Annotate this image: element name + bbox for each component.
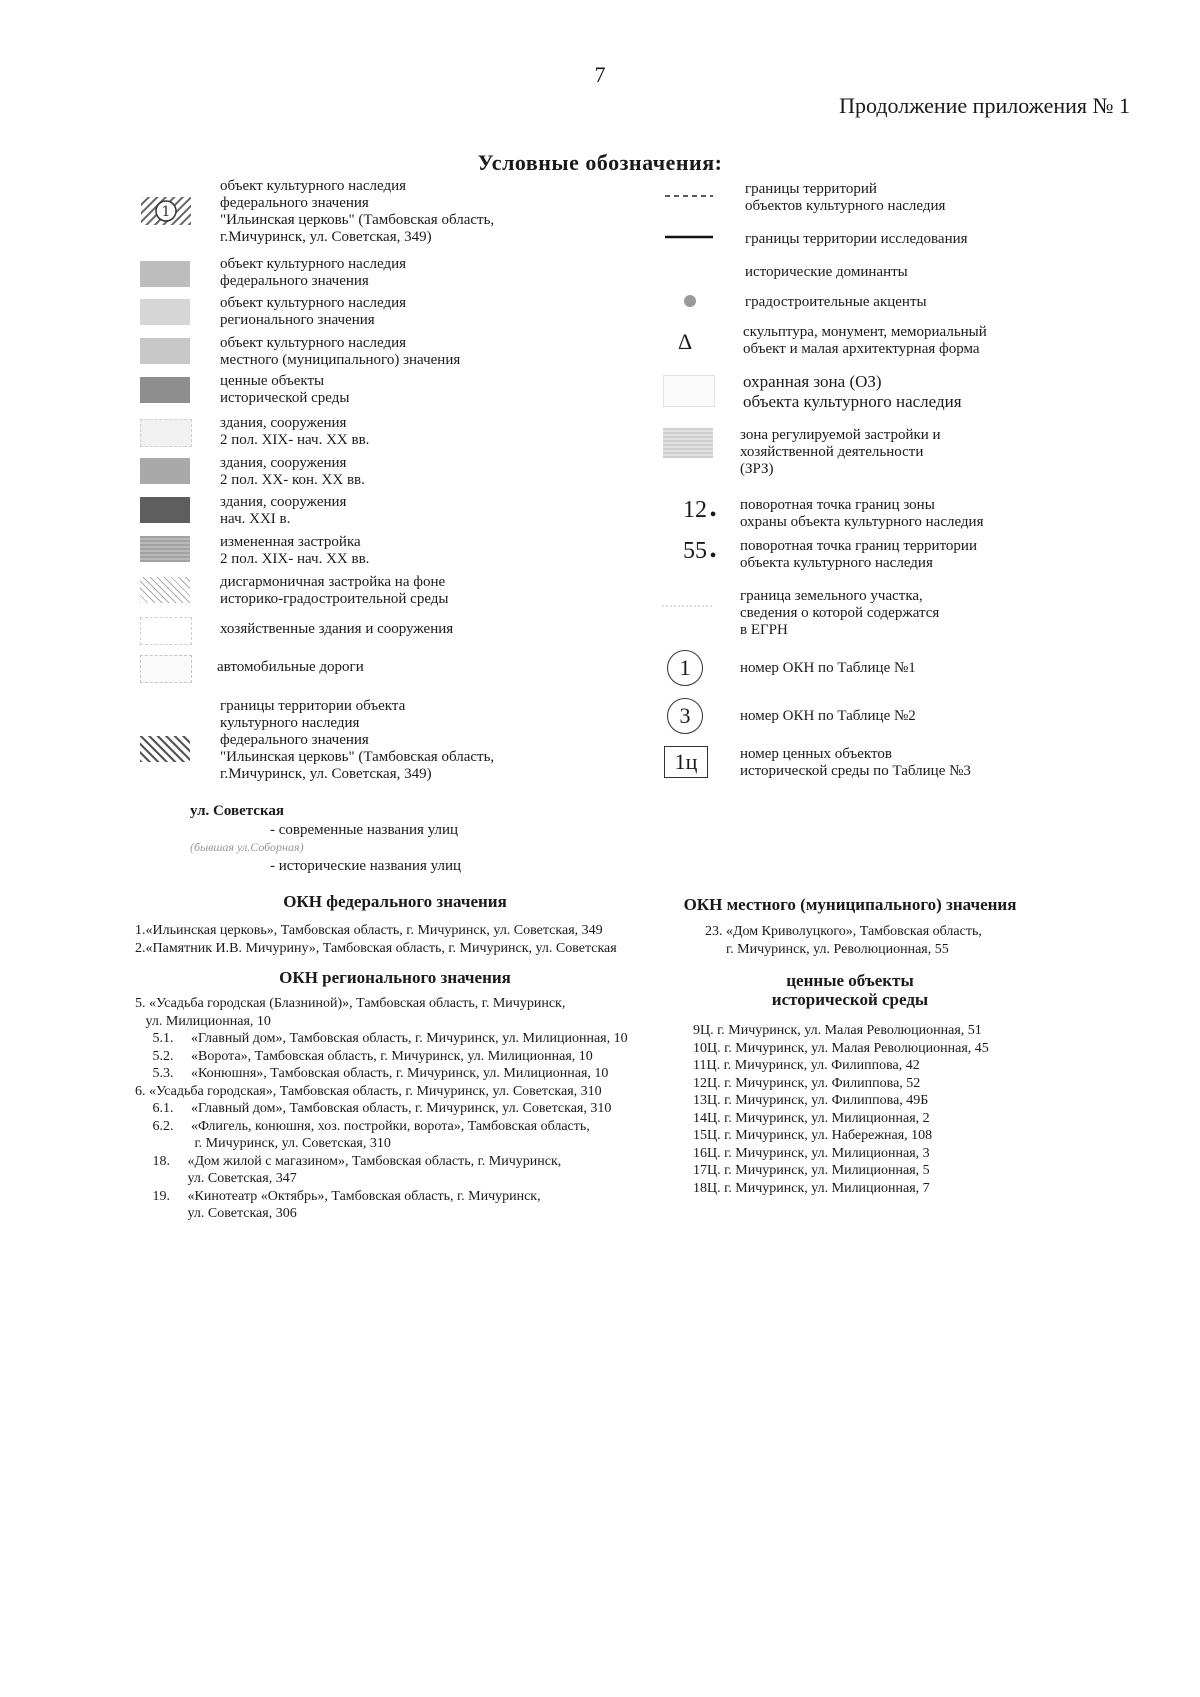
street-historic-caption: - исторические названия улиц (270, 858, 462, 874)
svg-text:1: 1 (161, 204, 171, 220)
buildings-20-swatch (140, 458, 190, 484)
legend-text: измененная застройка 2 пол. XIX- нач. XX вв. (220, 534, 370, 567)
legend-text: граница земельного участка, сведения о которой содержатся в ЕГРН (740, 588, 940, 638)
legend-text: границы территории объекта культурного наследия федерального значения "Ильинская церковь" (Тамбовская область, г.Мичуринск, ул. Советская, 349) (220, 698, 495, 782)
federal-list (135, 922, 617, 957)
list-item: 18Ц. г. Мичуринск, ул. Милиционная, 7 (693, 1180, 930, 1196)
list-item: г. Мичуринск, ул. Революционная, 55 (705, 941, 949, 957)
turn-point-zone-label: 12 ● (683, 497, 717, 523)
list-item: 14Ц. г. Мичуринск, ул. Милиционная, 2 (693, 1110, 930, 1126)
federal-okn-swatch (140, 261, 190, 287)
list-item: 9Ц. г. Мичуринск, ул. Малая Революционная, 51 (693, 1023, 982, 1038)
legend-text: здания, сооружения 2 пол. XIX- нач. XX вв. (220, 415, 370, 448)
list-item: 16Ц. г. Мичуринск, ул. Милиционная, 3 (693, 1145, 930, 1161)
regional-list (135, 995, 628, 1223)
buildings-19-20-swatch (140, 419, 192, 447)
legend-text: охранная зона (ОЗ) объекта культурного наследия (743, 372, 962, 411)
legend-text: номер ценных объектов исторической среды по Таблице №3 (740, 746, 971, 779)
legend-text: границы территорий объектов культурного наследия (745, 181, 946, 214)
list-item: 2.«Памятник И.В. Мичурину», Тамбовская область, г. Мичуринск, ул. Советская (135, 940, 617, 956)
list-item: 6.2. «Флигель, конюшня, хоз. постройки, ворота», Тамбовская область, (135, 1118, 590, 1134)
legend-text: поворотная точка границ территории объекта культурного наследия (740, 538, 977, 571)
legend-text: здания, сооружения 2 пол. XX- кон. XX вв. (220, 455, 365, 488)
accent-dot-icon (680, 291, 700, 311)
legend-text: границы территории исследования (745, 231, 968, 247)
land-plot-boundary-line-icon (660, 603, 716, 609)
valuable-objects-swatch (140, 377, 190, 403)
federal-church-symbol-icon (140, 196, 192, 226)
legend-text: хозяйственные здания и сооружения (220, 621, 454, 637)
legend-text: поворотная точка границ зоны охраны объекта культурного наследия (740, 497, 984, 530)
okn-table2-number-icon: 3 (667, 698, 703, 734)
list-item: ул. Советская, 347 (135, 1171, 297, 1186)
list-item: 5.3. «Конюшня», Тамбовская область, г. Мичуринск, ул. Милиционная, 10 (135, 1066, 609, 1081)
valuable-list (693, 1022, 989, 1197)
legend-text: объект культурного наследия местного (муниципального) значения (220, 335, 461, 368)
list-item: 6. «Усадьба городская», Тамбовская область, г. Мичуринск, ул. Советская, 310 (135, 1083, 602, 1099)
list-item: 10Ц. г. Мичуринск, ул. Малая Революционная, 45 (693, 1040, 989, 1056)
okn-table1-number-icon: 1 (667, 650, 703, 686)
list-item: 12Ц. г. Мичуринск, ул. Филиппова, 52 (693, 1075, 921, 1091)
legend-text: здания, сооружения нач. XXI в. (220, 494, 347, 527)
legend-text: ценные объекты исторической среды (220, 373, 350, 406)
legend-text: номер ОКН по Таблице №2 (740, 708, 916, 724)
legend-text: объект культурного наследия регионального значения (220, 295, 406, 328)
legend-text: градостроительные акценты (745, 294, 927, 310)
solid-boundary-line-icon (663, 232, 715, 242)
utility-buildings-swatch (140, 617, 192, 645)
list-item: 13Ц. г. Мичуринск, ул. Филиппова, 49Б (693, 1093, 929, 1108)
changed-buildings-swatch (140, 536, 190, 562)
list-item: 6.1. «Главный дом», Тамбовская область, г. Мичуринск, ул. Советская, 310 (135, 1101, 612, 1116)
list-item: 15Ц. г. Мичуринск, ул. Набережная, 108 (693, 1128, 933, 1143)
list-item: 5.2. «Ворота», Тамбовская область, г. Мичуринск, ул. Милиционная, 10 (135, 1048, 593, 1064)
list-item: 5.1. «Главный дом», Тамбовская область, г. Мичуринск, ул. Милиционная, 10 (135, 1031, 628, 1046)
list-item: 11Ц. г. Мичуринск, ул. Филиппова, 42 (693, 1058, 920, 1073)
valuable-object-number-icon: 1ц (664, 746, 708, 778)
federal-territory-boundary-swatch (140, 736, 190, 762)
list-item: 5. «Усадьба городская (Блазниной)», Тамбовская область, г. Мичуринск, (135, 996, 566, 1011)
list-item: г. Мичуринск, ул. Советская, 310 (135, 1136, 391, 1151)
municipal-section-title: ОКН местного (муниципального) значения (683, 895, 1017, 914)
list-item: 1.«Ильинская церковь», Тамбовская область, г. Мичуринск, ул. Советская, 349 (135, 923, 603, 938)
regulated-zone-swatch (663, 428, 713, 458)
list-item: 17Ц. г. Мичуринск, ул. Милиционная, 5 (693, 1163, 930, 1178)
list-item: 18. «Дом жилой с магазином», Тамбовская область, г. Мичуринск, (135, 1153, 562, 1169)
regional-okn-swatch (140, 299, 190, 325)
protection-zone-swatch (663, 375, 715, 407)
turn-point-territory-label: 55 ● (683, 538, 717, 564)
legend-text: объект культурного наследия федерального значения "Ильинская церковь" (Тамбовская область, г.Мичуринск, ул. Советская, 349) (220, 178, 495, 245)
municipal-list (705, 923, 982, 958)
legend-text: автомобильные дороги (217, 659, 364, 675)
page-number: 7 (594, 62, 606, 87)
regional-section-title: ОКН регионального значения (279, 968, 511, 987)
street-historic-example: (бывшая ул.Соборная) (190, 840, 304, 854)
legend-text: скульптура, монумент, мемориальный объект и малая архитектурная форма (743, 324, 987, 357)
legend-text: исторические доминанты (745, 264, 908, 280)
list-item: ул. Советская, 306 (135, 1206, 297, 1221)
legend-text: дисгармоничная застройка на фоне историко-градостроительной среды (220, 574, 449, 607)
street-current-example: ул. Советская (190, 803, 284, 819)
valuable-section-title: ценные объекты исторической среды (771, 971, 929, 1009)
legend-text: объект культурного наследия федерального значения (220, 256, 406, 289)
appendix-continuation: Продолжение приложения № 1 (839, 93, 1130, 118)
list-item: ул. Милиционная, 10 (135, 1013, 271, 1029)
list-item: 19. «Кинотеатр «Октябрь», Тамбовская область, г. Мичуринск, (135, 1188, 541, 1204)
disharmonious-buildings-swatch (140, 577, 190, 603)
list-item: 23. «Дом Криволуцкого», Тамбовская область, (705, 924, 982, 939)
triangle-monument-icon: Δ (678, 329, 693, 354)
legend-title: Условные обозначения: (477, 150, 723, 175)
dashed-boundary-line-icon (663, 190, 715, 202)
legend-text: номер ОКН по Таблице №1 (740, 660, 916, 676)
street-current-caption: - современные названия улиц (270, 822, 459, 838)
roads-swatch (140, 655, 192, 683)
municipal-okn-swatch (140, 338, 190, 364)
federal-section-title: ОКН федерального значения (283, 892, 507, 911)
legend-text: зона регулируемой застройки и хозяйственной деятельности (ЗРЗ) (740, 427, 941, 477)
buildings-21-swatch (140, 497, 190, 523)
